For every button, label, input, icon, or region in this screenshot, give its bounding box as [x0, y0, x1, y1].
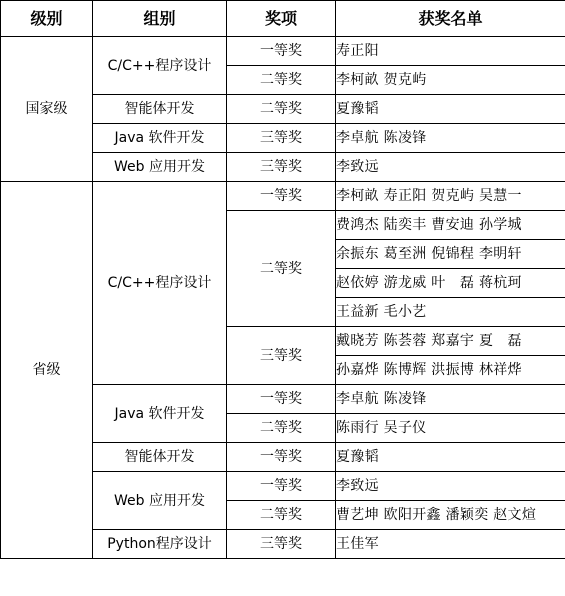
winners-cell: 曹艺坤 欧阳开鑫 潘颖奕 赵文煊 [336, 501, 565, 530]
award-cell: 二等奖 [227, 95, 336, 124]
winners-cell: 夏豫韬 [336, 95, 565, 124]
winners-cell: 李致远 [336, 472, 565, 501]
header-row [1, 1, 565, 37]
winners-cell: 李柯畝 贺克屿 [336, 66, 565, 95]
award-cell: 三等奖 [227, 530, 336, 559]
table-row [1, 37, 565, 66]
winners-cell: 戴晓芳 陈荟蓉 郑嘉宇 夏 磊 [336, 327, 565, 356]
group-cell: C/C++程序设计 [93, 182, 227, 385]
group-cell: Python程序设计 [93, 530, 227, 559]
winners-cell: 李柯畝 寿正阳 贺克屿 吴慧一 [336, 182, 565, 211]
award-cell: 三等奖 [227, 124, 336, 153]
group-cell: 智能体开发 [93, 95, 227, 124]
header-level: 级别 [1, 1, 93, 37]
winners-cell: 李卓航 陈凌锋 [336, 385, 565, 414]
winners-cell: 李致远 [336, 153, 565, 182]
header-group: 组别 [93, 1, 227, 37]
group-cell: Java 软件开发 [93, 385, 227, 443]
winners-cell: 费鸿杰 陆奕丰 曹安迪 孙学城 [336, 211, 565, 240]
award-cell: 一等奖 [227, 37, 336, 66]
award-cell: 三等奖 [227, 153, 336, 182]
level-cell-national: 国家级 [1, 37, 93, 182]
award-cell: 二等奖 [227, 211, 336, 327]
winners-cell: 赵依婷 游龙威 叶 磊 蒋杭珂 [336, 269, 565, 298]
winners-cell: 寿正阳 [336, 37, 565, 66]
group-cell: Web 应用开发 [93, 153, 227, 182]
winners-cell: 夏豫韬 [336, 443, 565, 472]
winners-cell: 孙嘉烨 陈博辉 洪振博 林祥烨 [336, 356, 565, 385]
table-row [1, 182, 565, 211]
award-cell: 二等奖 [227, 501, 336, 530]
group-cell: Java 软件开发 [93, 124, 227, 153]
winners-cell: 陈雨行 吴子仪 [336, 414, 565, 443]
group-cell: C/C++程序设计 [93, 37, 227, 95]
award-cell: 二等奖 [227, 414, 336, 443]
award-cell: 二等奖 [227, 66, 336, 95]
group-cell: Web 应用开发 [93, 472, 227, 530]
winners-cell: 王佳军 [336, 530, 565, 559]
award-cell: 一等奖 [227, 472, 336, 501]
award-cell: 一等奖 [227, 182, 336, 211]
winners-cell: 王益新 毛小艺 [336, 298, 565, 327]
winners-cell: 余振东 葛至洲 倪锦程 李明轩 [336, 240, 565, 269]
award-cell: 一等奖 [227, 443, 336, 472]
award-cell: 一等奖 [227, 385, 336, 414]
award-cell: 三等奖 [227, 327, 336, 385]
header-winners: 获奖名单 [336, 1, 565, 37]
winners-cell: 李卓航 陈凌锋 [336, 124, 565, 153]
group-cell: 智能体开发 [93, 443, 227, 472]
level-cell-provincial: 省级 [1, 182, 93, 559]
header-award: 奖项 [227, 1, 336, 37]
